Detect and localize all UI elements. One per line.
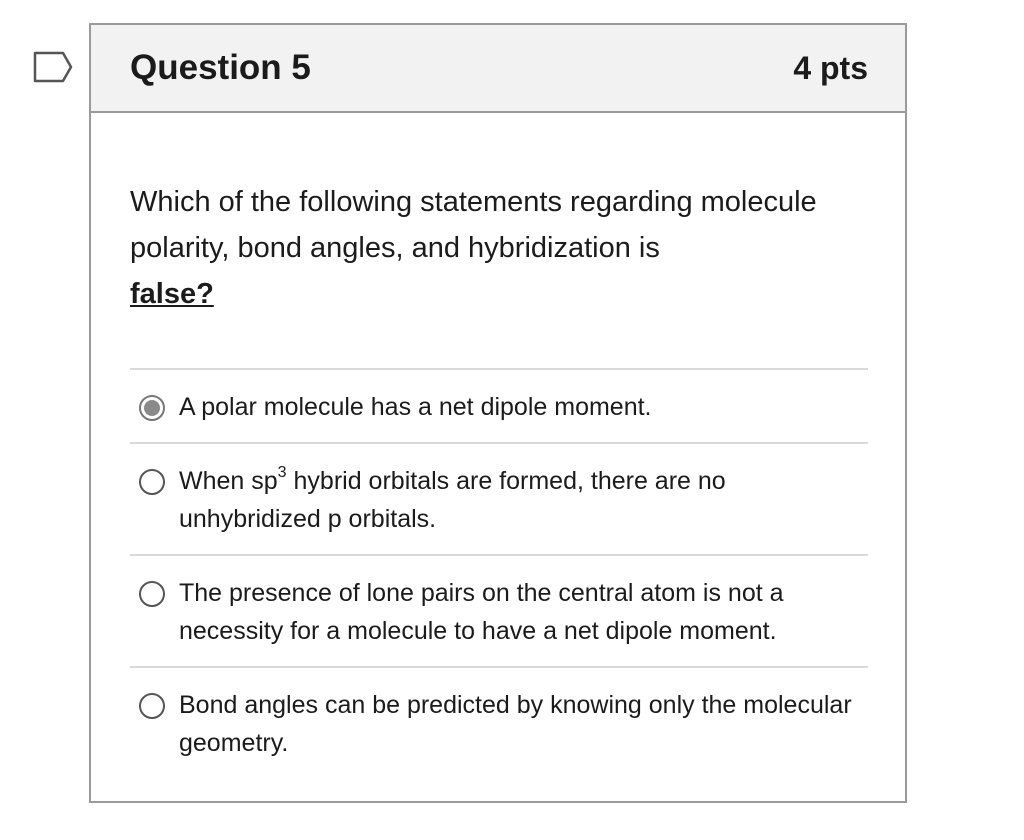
question-title: Question 5 (130, 48, 311, 87)
radio-button-icon[interactable] (139, 693, 165, 719)
question-header (91, 25, 905, 113)
answer-option-2[interactable] (130, 444, 868, 556)
radio-button-icon[interactable] (139, 469, 165, 495)
question-text (130, 179, 868, 317)
answer-label-1: A polar molecule has a net dipole moment. (179, 393, 652, 421)
superscript-3: 3 (277, 464, 287, 481)
question-emphasis: false? (130, 278, 214, 310)
answer-label-4: Bond angles can be predicted by knowing only the molecular geometry. (179, 691, 852, 757)
question-points: 4 pts (793, 49, 868, 86)
answer-label-2-after: hybrid orbitals are formed, there are no unhybridized p orbitals. (179, 467, 726, 533)
answer-option-3[interactable] (130, 556, 868, 668)
answer-list (130, 368, 868, 780)
answer-option-1[interactable] (130, 370, 868, 444)
answer-label-3: The presence of lone pairs on the central atom is not a necessity for a molecule to have a net dipole moment. (179, 579, 784, 645)
question-prompt: Which of the following statements regarding molecule polarity, bond angles, and hybridization is (130, 186, 817, 264)
radio-button-icon[interactable] (139, 581, 165, 607)
flag-question-icon[interactable] (33, 51, 73, 83)
answer-label-2 (179, 462, 868, 538)
question-card (89, 23, 907, 803)
radio-button-selected-icon[interactable] (139, 395, 165, 421)
answer-option-4[interactable] (130, 668, 868, 780)
answer-label-2-before: When sp (179, 467, 278, 495)
question-body (91, 179, 905, 780)
